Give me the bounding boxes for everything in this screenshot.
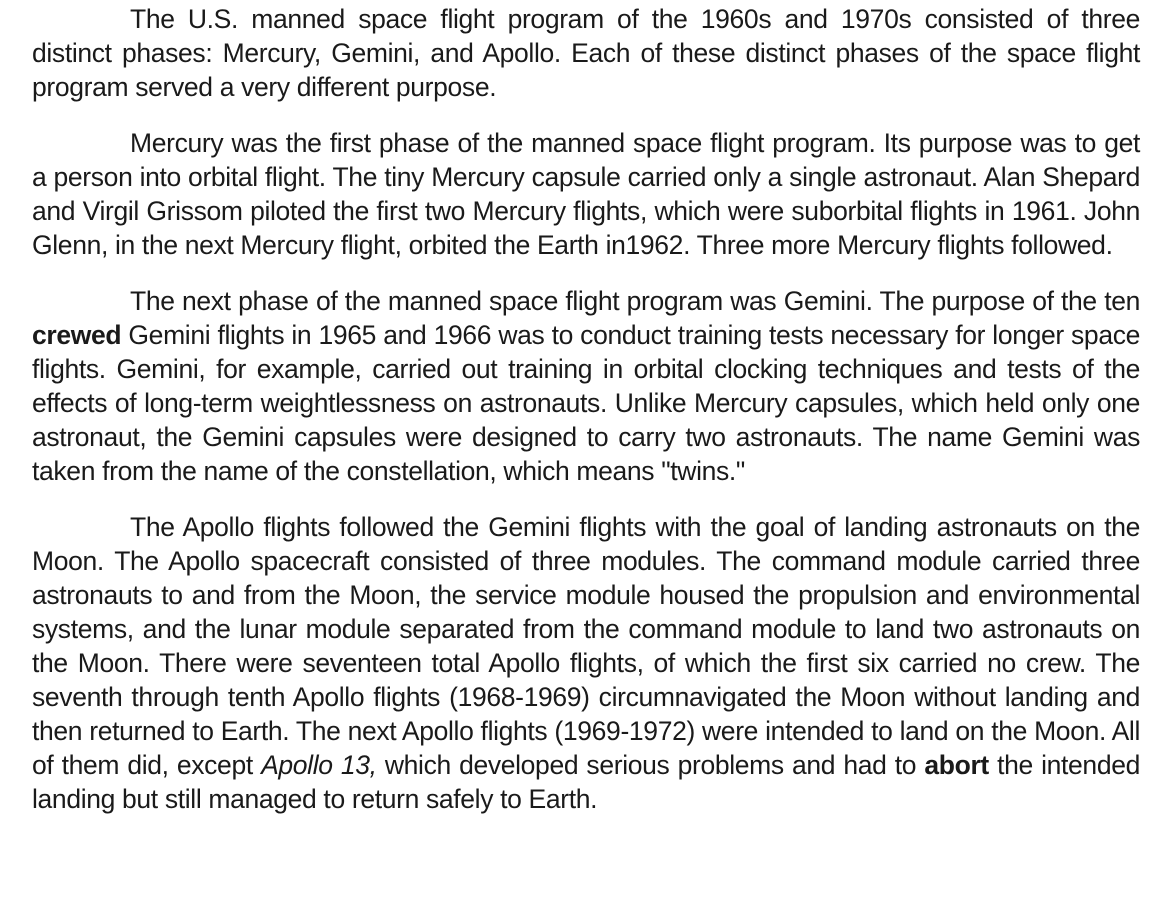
paragraph-apollo: [32, 510, 1140, 816]
paragraph-gemini-text-start: The next phase of the manned space flight program was Gemini. The purpose of the ten: [130, 286, 1140, 316]
passage: [32, 2, 1140, 816]
paragraph-mercury: [32, 126, 1140, 262]
paragraph-gemini-text-end: Gemini flights in 1965 and 1966 was to conduct training tests necessary for longer space flights. Gemini, for example, carried out training in orbital clocking techniques and tests of the effects of long-term weightlessness on astronauts. Unlike Mercury capsules, which held only one astronaut, the Gemini capsules were designed to carry two astronauts. The name Gemini was taken from the name of the constellation, which means "twins.": [32, 320, 1140, 486]
paragraph-apollo-text-start: The Apollo flights followed the Gemini flights with the goal of landing astronauts on the Moon. The Apollo spacecraft consisted of three modules. The command module carried three astronauts to and from the Moon, the service module housed the propulsion and environmental systems, and the lunar module separated from the command module to land two astronauts on the Moon. There were seventeen total Apollo flights, of which the first six carried no crew. The seventh through tenth Apollo flights (1968-1969) circumnavigated the Moon without landing and then returned to Earth. The next Apollo flights (1969-1972) were intended to land on the Moon. All of them did, except: [32, 512, 1140, 780]
paragraph-gemini: [32, 284, 1140, 488]
paragraph-intro-text: The U.S. manned space flight program of the 1960s and 1970s consisted of three distinct phases: Mercury, Gemini, and Apollo. Each of these distinct phases of the space flight program served a very different purpose.: [32, 4, 1140, 102]
paragraph-mercury-text: Mercury was the first phase of the manned space flight program. Its purpose was to get a person into orbital flight. The tiny Mercury capsule carried only a single astronaut. Alan Shepard and Virgil Grissom piloted the first two Mercury flights, which were suborbital flights in 1961. John Glenn, in the next Mercury flight, orbited the Earth in1962. Three more Mercury flights followed.: [32, 128, 1140, 260]
italic-title-apollo-13: Apollo 13,: [261, 750, 377, 780]
bold-term-abort: abort: [924, 750, 989, 780]
paragraph-apollo-text-middle: which developed serious problems and had to: [376, 750, 925, 780]
paragraph-apollo-text-end: the intended landing but still managed to return safely to Earth.: [32, 750, 1140, 814]
bold-term-crewed: crewed: [32, 320, 122, 350]
paragraph-intro: [32, 2, 1140, 104]
